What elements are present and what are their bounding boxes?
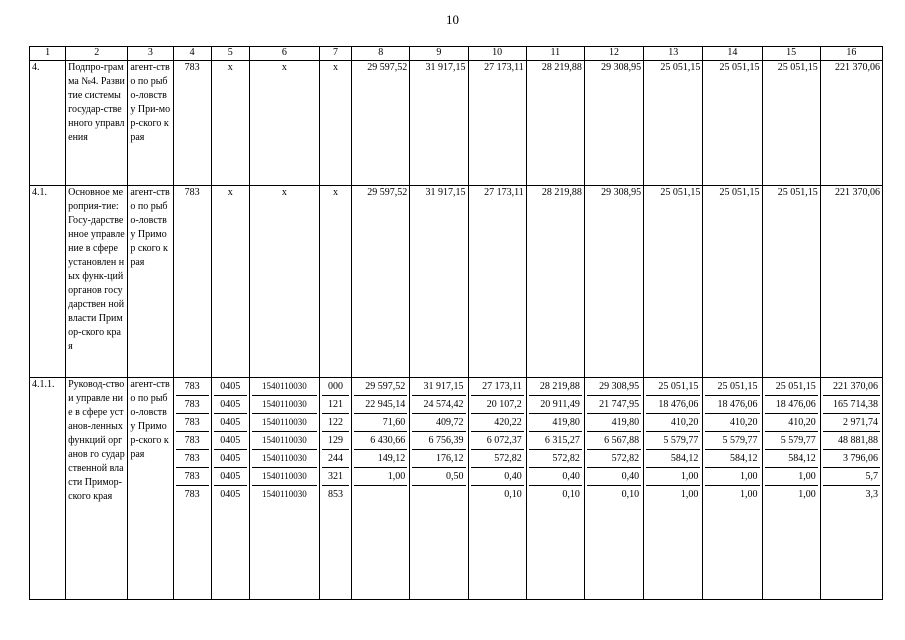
- subrow-value: 6 072,37: [471, 432, 524, 450]
- stacked-cell: [468, 378, 526, 600]
- subrow-value: 321: [322, 468, 349, 486]
- column-header: 3: [128, 47, 173, 61]
- subrow-value: 0,40: [529, 468, 582, 486]
- stacked-cell: [410, 378, 468, 600]
- page-number: 10: [446, 12, 459, 27]
- amount-cell: 25 051,15: [703, 61, 762, 186]
- subrow-value: 1,00: [354, 468, 407, 486]
- grbs-code: 783: [173, 61, 211, 186]
- stacked-cell: [762, 378, 820, 600]
- subrow-value: 20 911,49: [529, 396, 582, 414]
- subrow-value: 1540110030: [252, 432, 317, 450]
- expense-type: x: [319, 186, 351, 378]
- amount-cell: 27 173,11: [468, 61, 526, 186]
- stacked-cell: [526, 378, 584, 600]
- subrow-value: 0,40: [471, 468, 524, 486]
- subrow-value: 6 430,66: [354, 432, 407, 450]
- column-header: 13: [644, 47, 703, 61]
- subrow-value: 783: [176, 468, 209, 486]
- subrow-value: 584,12: [765, 450, 818, 468]
- subrow-value: 409,72: [412, 414, 465, 432]
- stacked-cell: [703, 378, 762, 600]
- stacked-cell: [319, 378, 351, 600]
- subrow-value: 165 714,38: [823, 396, 880, 414]
- column-header: 7: [319, 47, 351, 61]
- amount-cell: 25 051,15: [644, 61, 703, 186]
- subrow-value: 0,40: [587, 468, 641, 486]
- subrow-value: 244: [322, 450, 349, 468]
- section-code: x: [211, 186, 249, 378]
- subrow-value: 1540110030: [252, 396, 317, 414]
- stacked-cell: [644, 378, 703, 600]
- subrow-value: 31 917,15: [412, 378, 465, 396]
- subrow-value: 1,00: [705, 468, 759, 486]
- subrow-value: 1,00: [740, 489, 758, 500]
- amount-cell: 25 051,15: [762, 61, 820, 186]
- amount-cell: 27 173,11: [468, 186, 526, 378]
- subrow-value: 2 971,74: [823, 414, 880, 432]
- subrow-value: 5 579,77: [705, 432, 759, 450]
- subrow-value: 5,7: [823, 468, 880, 486]
- subrow-value: 121: [322, 396, 349, 414]
- subrow-value: 0405: [220, 489, 241, 500]
- column-header: 2: [66, 47, 128, 61]
- section-code: x: [211, 61, 249, 186]
- amount-cell: 25 051,15: [644, 186, 703, 378]
- subrow-value: 1,00: [765, 468, 818, 486]
- subrow-value: 21 747,95: [587, 396, 641, 414]
- subrow-value: 18 476,06: [765, 396, 818, 414]
- subrow-value: 129: [322, 432, 349, 450]
- expense-type: x: [319, 61, 351, 186]
- subrow-value: 6 567,88: [587, 432, 641, 450]
- row-number: 4.1.1.: [30, 378, 66, 600]
- program-name: Подпро-грамма №4. Развитие системы государ-ственного управления: [66, 61, 128, 186]
- subrow-value: 783: [176, 396, 209, 414]
- subrow-value: 176,12: [412, 450, 465, 468]
- table-row: [30, 61, 883, 186]
- subrow-value: 783: [184, 489, 200, 500]
- header-row: [30, 47, 883, 61]
- subrow-value: [412, 486, 465, 504]
- column-header: 9: [410, 47, 468, 61]
- column-header: 4: [173, 47, 211, 61]
- stacked-cell: [211, 378, 249, 600]
- amount-cell: 28 219,88: [526, 186, 584, 378]
- subrow-value: 18 476,06: [646, 396, 700, 414]
- subrow-value: 28 219,88: [529, 378, 582, 396]
- stacked-cell: [352, 378, 410, 600]
- subrow-value: 0,10: [562, 489, 580, 500]
- column-header: 15: [762, 47, 820, 61]
- subrow-value: 149,12: [354, 450, 407, 468]
- subrow-value: 0405: [214, 450, 247, 468]
- target-article: x: [249, 61, 319, 186]
- subrow-value: 6 315,27: [529, 432, 582, 450]
- subrow-value: 221 370,06: [823, 378, 880, 396]
- subrow-value: 783: [176, 432, 209, 450]
- subrow-value: 584,12: [705, 450, 759, 468]
- subrow-value: 29 597,52: [354, 378, 407, 396]
- grbs-code: 783: [173, 186, 211, 378]
- executor: агент-ство по рыбо-ловству Примор-ского края: [128, 378, 173, 600]
- table-row: [30, 378, 883, 600]
- subrow-value: 22 945,14: [354, 396, 407, 414]
- column-header: 8: [352, 47, 410, 61]
- column-header: 12: [584, 47, 643, 61]
- stacked-cell: [820, 378, 882, 600]
- subrow-value: 5 579,77: [646, 432, 700, 450]
- subrow-value: 410,20: [765, 414, 818, 432]
- subrow-value: 0,10: [621, 489, 640, 500]
- subrow-value: 0,10: [504, 489, 522, 500]
- subrow-value: 1540110030: [252, 378, 317, 396]
- table-row: [30, 186, 883, 378]
- subrow-value: 783: [176, 378, 209, 396]
- subrow-value: 853: [328, 489, 344, 500]
- amount-cell: 29 308,95: [584, 61, 643, 186]
- subrow-value: 419,80: [529, 414, 582, 432]
- subrow-value: 25 051,15: [646, 378, 700, 396]
- subrow-value: 20 107,2: [471, 396, 524, 414]
- subrow-value: 419,80: [587, 414, 641, 432]
- row-number: 4.: [30, 61, 66, 186]
- subrow-value: 783: [176, 414, 209, 432]
- subrow-value: 0405: [214, 414, 247, 432]
- executor: агент-ство по рыбо-ловству При-мор-ского края: [128, 61, 173, 186]
- subrow-value: 572,82: [471, 450, 524, 468]
- amount-cell: 25 051,15: [762, 186, 820, 378]
- amount-cell: 29 597,52: [352, 61, 410, 186]
- subrow-value: 48 881,88: [823, 432, 880, 450]
- subrow-value: 0405: [214, 396, 247, 414]
- stacked-cell: [173, 378, 211, 600]
- amount-cell: 31 917,15: [410, 61, 468, 186]
- subrow-value: 420,22: [471, 414, 524, 432]
- subrow-value: 572,82: [587, 450, 641, 468]
- subrow-value: 572,82: [529, 450, 582, 468]
- column-header: 6: [249, 47, 319, 61]
- subrow-value: 71,60: [354, 414, 407, 432]
- amount-cell: 29 597,52: [352, 186, 410, 378]
- subrow-value: 1540110030: [262, 489, 307, 499]
- amount-cell: 221 370,06: [820, 61, 882, 186]
- subrow-value: 1,00: [680, 489, 699, 500]
- subrow-value: 410,20: [646, 414, 700, 432]
- subrow-value: 0405: [214, 378, 247, 396]
- subrow-value: 584,12: [646, 450, 700, 468]
- amount-cell: 25 051,15: [703, 186, 762, 378]
- subrow-value: 3 796,06: [823, 450, 880, 468]
- subrow-value: 410,20: [705, 414, 759, 432]
- subrow-value: 5 579,77: [765, 432, 818, 450]
- subrow-value: 1540110030: [252, 468, 317, 486]
- subrow-value: 25 051,15: [705, 378, 759, 396]
- subrow-value: 18 476,06: [705, 396, 759, 414]
- program-name: Основное мероприя-тие: Госу-дарственное управление в сфере установлен ных функ-ций органов государствен ной власти Примор-ского края: [66, 186, 128, 378]
- amount-cell: 221 370,06: [820, 186, 882, 378]
- subrow-value: 1540110030: [252, 414, 317, 432]
- subrow-value: 24 574,42: [412, 396, 465, 414]
- subrow-value: 783: [176, 450, 209, 468]
- column-header: 16: [820, 47, 882, 61]
- column-header: 5: [211, 47, 249, 61]
- subrow-value: 27 173,11: [471, 378, 524, 396]
- executor: агент-ство по рыбо-ловству Примор ского края: [128, 186, 173, 378]
- subrow-value: 1540110030: [252, 450, 317, 468]
- program-name: Руковод-ство и управле ние в сфере установ-ленных функций органов го сударственной власти Примор-ского края: [66, 378, 128, 600]
- subrow-value: 1,00: [646, 468, 700, 486]
- subrow-value: 1,00: [798, 489, 816, 500]
- stacked-cell: [249, 378, 319, 600]
- target-article: x: [249, 186, 319, 378]
- subrow-value: 25 051,15: [765, 378, 818, 396]
- column-header: 14: [703, 47, 762, 61]
- amount-cell: 28 219,88: [526, 61, 584, 186]
- amount-cell: 29 308,95: [584, 186, 643, 378]
- subrow-value: 0405: [214, 432, 247, 450]
- subrow-value: 0405: [214, 468, 247, 486]
- budget-table: [29, 46, 883, 600]
- amount-cell: 31 917,15: [410, 186, 468, 378]
- column-header: 11: [526, 47, 584, 61]
- subrow-value: 29 308,95: [587, 378, 641, 396]
- subrow-value: 000: [322, 378, 349, 396]
- subrow-value: [354, 486, 407, 504]
- subrow-value: 122: [322, 414, 349, 432]
- column-header: 10: [468, 47, 526, 61]
- column-header: 1: [30, 47, 66, 61]
- row-number: 4.1.: [30, 186, 66, 378]
- subrow-value: 0,50: [412, 468, 465, 486]
- subrow-value: 6 756,39: [412, 432, 465, 450]
- subrow-value: 3,3: [865, 489, 878, 500]
- stacked-cell: [584, 378, 643, 600]
